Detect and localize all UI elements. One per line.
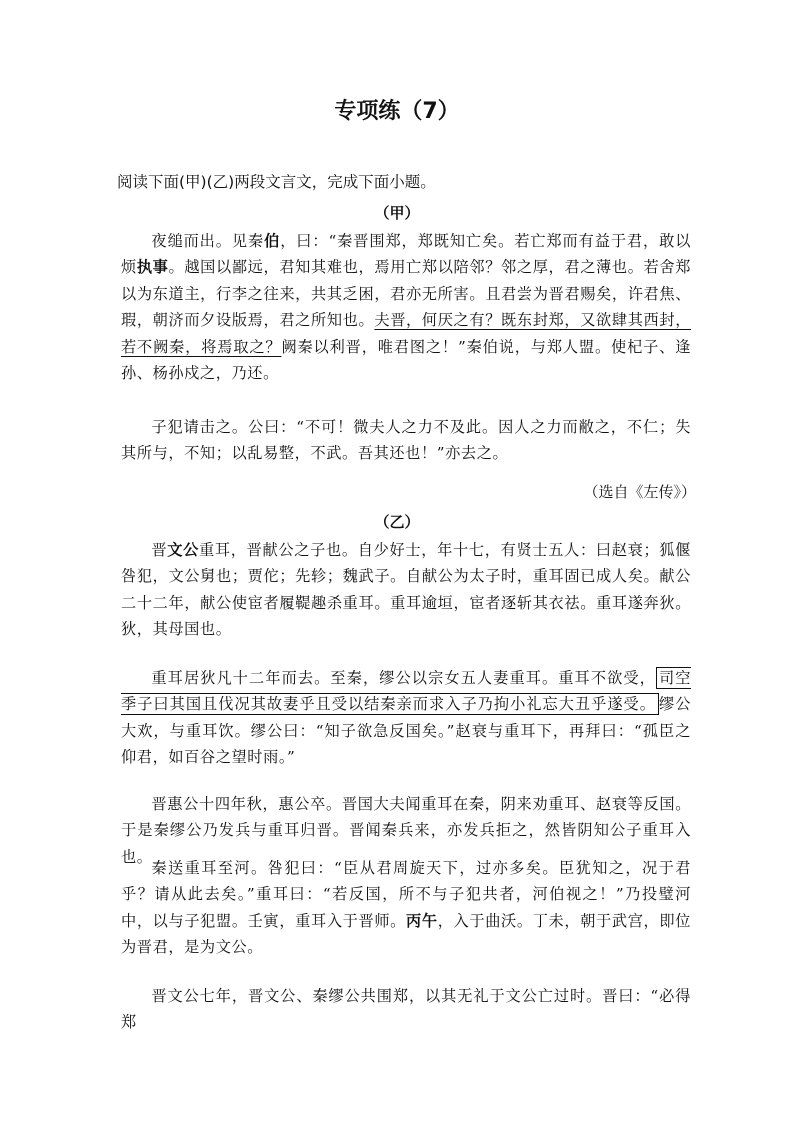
text-run: 秦送重耳至河。咎犯曰：“臣从君周旋天下，过亦多矣。臣犹知之，况于君乎？请从此去矣。”重耳曰：“若反国，所不与子犯共者，河伯视之！”乃投璧河中，以与子犯盟。壬寅，重耳入于晋师。 (121, 859, 691, 930)
bold-term: 文公 (167, 541, 200, 559)
text-run: 重耳，晋献公之子也。自少好士，年十七，有贤士五人：曰赵衰；狐偃咎犯，文公舅也；贾佗；先轸；魏武子。自献公为太子时，重耳固已成人矣。献公二十二年，献公使宦者履鞮趣杀重耳。重耳逾垣，宦者逐斩其衣祛。重耳遂奔狄。狄，其母国也。 (121, 541, 691, 639)
text-run: ，入于曲沃。丁未，朝于武宫，即位为晋君，是为文公。 (121, 911, 691, 957)
bold-term: 执事 (136, 258, 169, 277)
text-run: 阙秦以利晋，唯君图之！”秦伯说，与郑人盟。使杞子、逢孙、杨孙戍之，乃还。 (121, 337, 691, 383)
text-run: 晋 (151, 541, 168, 559)
yi-paragraph-5: 晋文公七年，晋文公、秦缪公共围郑，以其无礼于文公亡过时。晋曰：“必得郑 (121, 987, 691, 1032)
yi-paragraph-4 (121, 855, 691, 961)
text-run: 重耳居狄凡十二年而去。至秦，缪公以宗女五人妻重耳。重耳不欲受， (151, 669, 656, 687)
underlined-sentence: 夫晋，何厌之有？既东封郑，又欲肆其西封，若不阙秦，将焉取之？ (121, 311, 691, 356)
section-jia-label: （甲） (374, 204, 420, 222)
text-run: ，曰：“秦晋围郑，郑既知亡矣。若亡郑而有益于君，敢以烦 (121, 232, 691, 277)
section-yi-label: （乙） (374, 513, 420, 531)
text-run: 。越国以鄙远，君知其难也，焉用亡郑以陪邻？邻之厚，君之薄也。若舍郑以为东道主，行李之往来，共其乏困，君亦无所害。且君尝为晋君赐矣，许君焦、瑕，朝济而夕设版焉，君之所知也。 (121, 258, 691, 330)
bold-term: 丙午 (406, 911, 438, 930)
yi-paragraph-1 (121, 537, 691, 643)
bold-term: 伯 (264, 232, 281, 250)
yi-paragraph-2 (121, 665, 691, 771)
jia-paragraph-1 (121, 228, 691, 386)
source-citation: （选自《左传》） (583, 483, 696, 501)
yi-paragraph-3: 晋惠公十四年秋，惠公卒。晋国大夫闻重耳在秦，阴来劝重耳、赵衰等反国。于是秦缪公乃发兵与重耳归晋。晋闻秦兵来，亦发兵拒之，然皆阴知公子重耳入也。 (121, 795, 691, 866)
page-title: 专项练（7） (334, 99, 460, 124)
text-run: 缪公大欢，与重耳饮。缪公曰：“知子欲急反国矣。”赵衰与重耳下，再拜曰：“孤臣之仰君，如百谷之望时雨。” (121, 695, 691, 767)
text-run: 夜缒而出。见秦 (151, 232, 265, 250)
question-instruction: 阅读下面(甲)(乙)两段文言文，完成下面小题。 (117, 173, 436, 191)
boxed-sentence: 司空季子曰其国且伐况其故妻乎且受以结秦亲而求入子乃拘小礼忘大丑乎遂受。 (121, 669, 692, 714)
jia-paragraph-2: 子犯请击之。公曰：“不可！微夫人之力不及此。因人之力而敝之，不仁；失其所与，不知；以乱易整，不武。吾其还也！”亦去之。 (121, 418, 691, 463)
